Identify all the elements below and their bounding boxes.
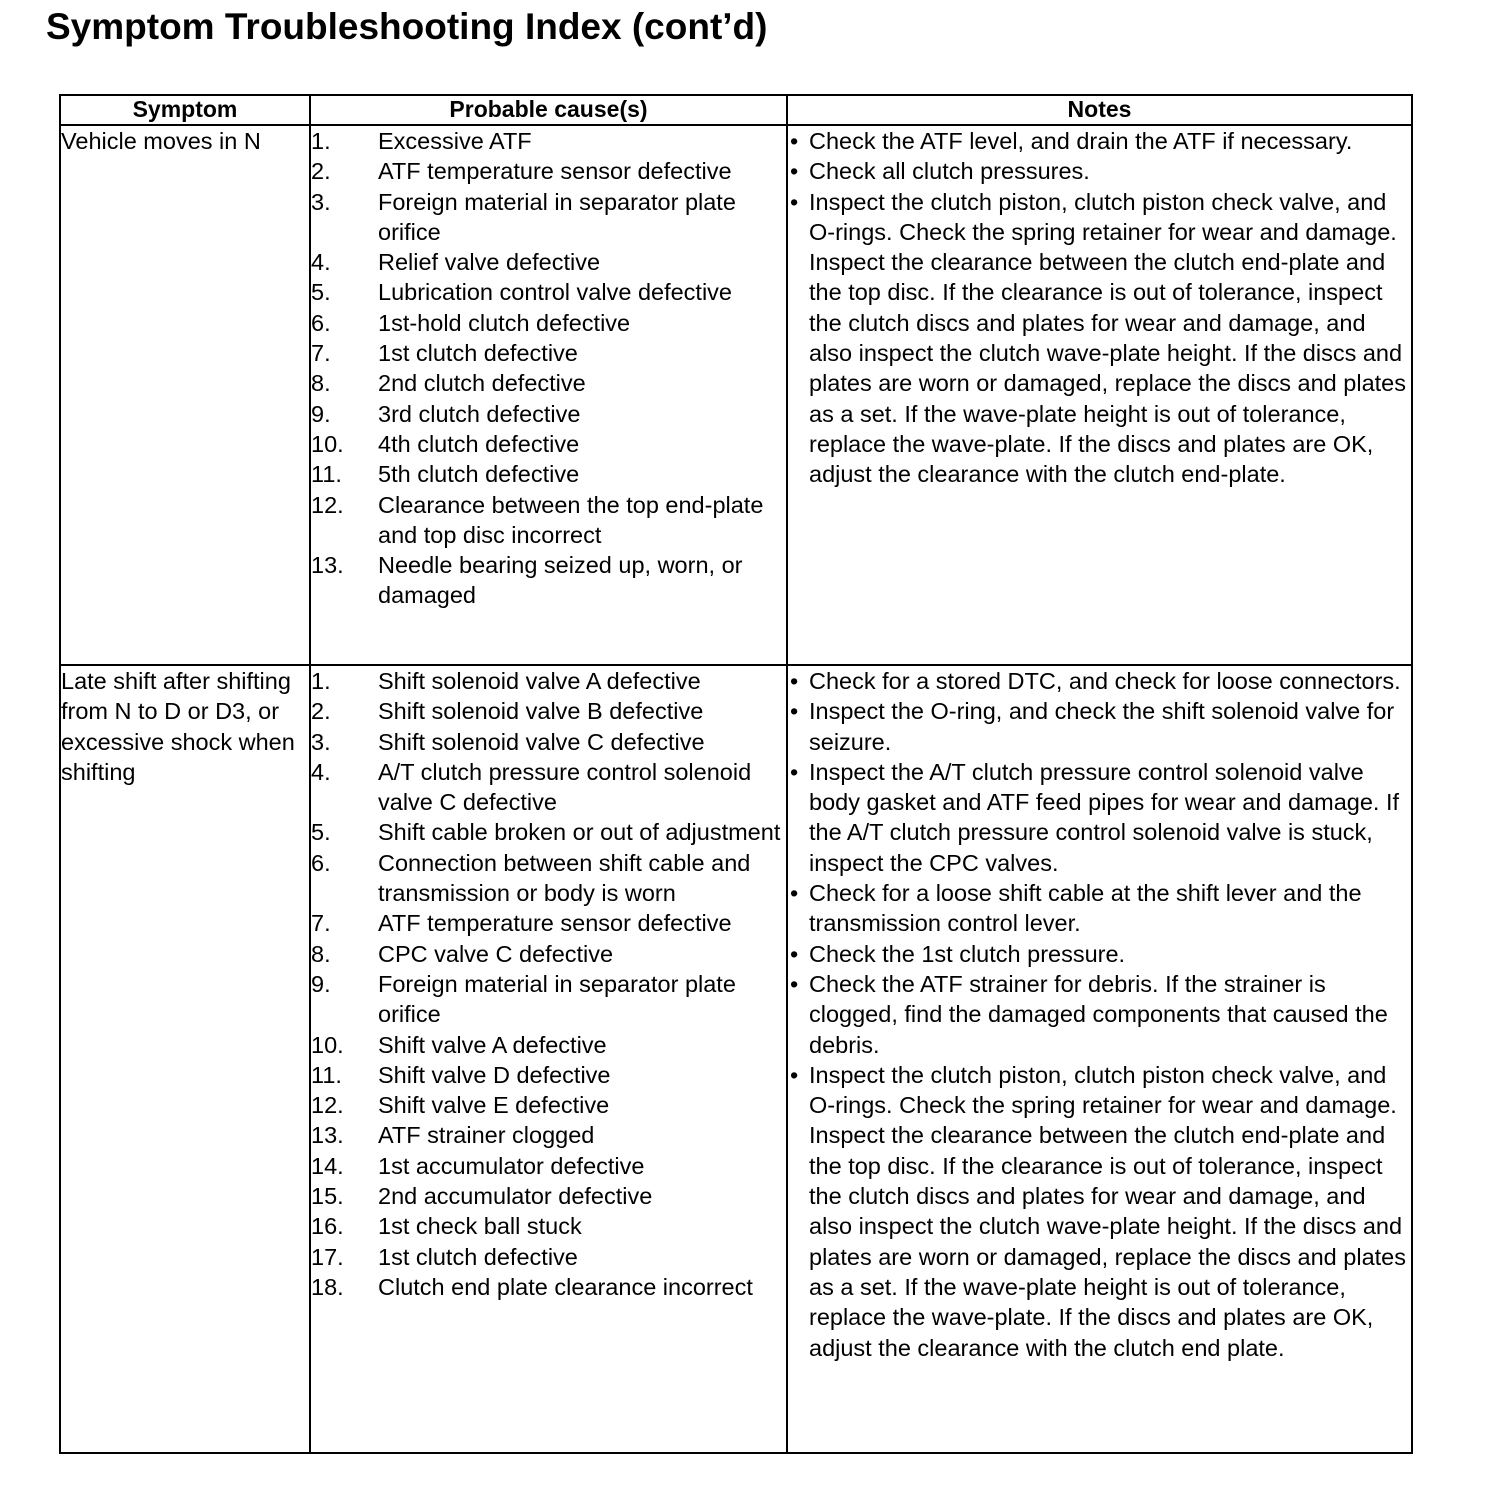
- cause-text: Lubrication control valve defective: [378, 279, 733, 306]
- cause-text: Foreign material in separator plate orifice: [378, 970, 736, 1028]
- cause-number: 10.: [311, 1031, 344, 1058]
- list-item: [311, 277, 786, 307]
- list-item: [311, 1242, 786, 1272]
- causes-cell: [310, 665, 787, 1453]
- cause-number: 1.: [311, 668, 331, 694]
- cause-text: A/T clutch pressure control solenoid valve C defective: [378, 758, 752, 816]
- table-header-row: [60, 95, 1412, 125]
- cause-number: 12.: [311, 491, 344, 518]
- list-item: [311, 429, 786, 459]
- list-item: [311, 247, 786, 277]
- list-item: [311, 368, 786, 398]
- note-text: Check the ATF level, and drain the ATF if necessary.: [809, 128, 1353, 154]
- cause-text: Shift solenoid valve C defective: [378, 728, 705, 755]
- cause-text: Foreign material in separator plate orifice: [378, 188, 736, 245]
- list-item: [788, 187, 1411, 490]
- cause-text: 3rd clutch defective: [378, 400, 581, 427]
- note-text: Check the ATF strainer for debris. If the strainer is clogged, find the damaged components that caused the debris.: [809, 970, 1388, 1058]
- list-item: [788, 696, 1411, 757]
- list-item: [311, 666, 786, 696]
- note-text: Inspect the O-ring, and check the shift solenoid valve for seizure.: [809, 698, 1395, 755]
- notes-cell: [787, 665, 1412, 1453]
- cause-number: 16.: [311, 1213, 344, 1240]
- header-symptom: Symptom: [60, 95, 310, 125]
- header-notes: Notes: [787, 95, 1412, 125]
- bullet-icon: •: [790, 698, 799, 725]
- cause-text: Excessive ATF: [378, 128, 532, 154]
- cause-number: 2.: [311, 158, 331, 185]
- cause-text: Shift solenoid valve B defective: [378, 698, 704, 725]
- note-list: [788, 666, 1411, 1363]
- bullet-icon: •: [790, 758, 799, 785]
- list-item: [311, 969, 786, 1030]
- cause-number: 11.: [311, 461, 342, 488]
- cause-number: 10.: [311, 430, 344, 457]
- note-text: Check for a loose shift cable at the shift lever and the transmission control lever.: [809, 880, 1362, 937]
- cause-number: 6.: [311, 309, 331, 336]
- list-item: [311, 490, 786, 551]
- cause-number: 1.: [311, 128, 331, 154]
- cause-number: 2.: [311, 698, 331, 725]
- list-item: [788, 939, 1411, 969]
- list-item: [311, 399, 786, 429]
- list-item: [311, 459, 786, 489]
- cause-number: 17.: [311, 1243, 344, 1270]
- cause-text: 1st clutch defective: [378, 1243, 578, 1270]
- cause-number: 12.: [311, 1092, 344, 1119]
- list-item: [788, 126, 1411, 156]
- symptom-cell: Vehicle moves in N: [60, 125, 310, 665]
- cause-text: Shift valve D defective: [378, 1061, 611, 1088]
- cause-text: 1st clutch defective: [378, 340, 578, 367]
- list-item: [311, 1120, 786, 1150]
- symptom-cell: Late shift after shifting from N to D or D3, or excessive shock when shifting: [60, 665, 310, 1453]
- cause-text: Shift valve E defective: [378, 1092, 610, 1119]
- cause-number: 9.: [311, 970, 331, 997]
- list-item: [788, 156, 1411, 186]
- troubleshooting-table: [59, 94, 1413, 1454]
- cause-number: 5.: [311, 819, 331, 846]
- bullet-icon: •: [790, 158, 799, 185]
- list-item: [311, 126, 786, 156]
- cause-text: Clearance between the top end-plate and top disc incorrect: [378, 491, 764, 548]
- list-item: [788, 757, 1411, 878]
- bullet-icon: •: [790, 668, 799, 694]
- cause-number: 3.: [311, 188, 331, 215]
- cause-text: ATF strainer clogged: [378, 1122, 595, 1149]
- page-title: Symptom Troubleshooting Index (cont’d): [46, 6, 768, 47]
- cause-text: 1st check ball stuck: [378, 1213, 582, 1240]
- list-item: [311, 308, 786, 338]
- cause-number: 3.: [311, 728, 331, 755]
- cause-text: Connection between shift cable and transmission or body is worn: [378, 849, 751, 907]
- list-item: [311, 757, 786, 818]
- cause-text: Clutch end plate clearance incorrect: [378, 1273, 753, 1300]
- list-item: [788, 969, 1411, 1060]
- list-item: [788, 666, 1411, 696]
- cause-text: 2nd clutch defective: [378, 370, 586, 397]
- table-row: [60, 665, 1412, 1453]
- list-item: [311, 1211, 786, 1241]
- cause-text: 4th clutch defective: [378, 430, 580, 457]
- cause-text: ATF temperature sensor defective: [378, 910, 732, 937]
- cause-number: 13.: [311, 1122, 344, 1149]
- note-text: Inspect the A/T clutch pressure control solenoid valve body gasket and ATF feed pipes for wear and damage. If the A/T clutch pressure control solenoid valve is stuck, inspect the CPC valves.: [809, 758, 1400, 876]
- list-item: [311, 1090, 786, 1120]
- table-row: [60, 125, 1412, 665]
- cause-number: 6.: [311, 849, 331, 876]
- cause-text: 2nd accumulator defective: [378, 1183, 653, 1210]
- bullet-icon: •: [790, 188, 799, 215]
- cause-text: Shift solenoid valve A defective: [378, 668, 701, 694]
- cause-text: 1st-hold clutch defective: [378, 309, 631, 336]
- list-item: [311, 1030, 786, 1060]
- cause-number: 4.: [311, 758, 331, 785]
- cause-number: 9.: [311, 400, 331, 427]
- cause-list: [311, 666, 786, 1302]
- cause-text: 1st accumulator defective: [378, 1152, 645, 1179]
- list-item: [311, 817, 786, 847]
- cause-number: 7.: [311, 910, 331, 937]
- cause-number: 8.: [311, 940, 331, 967]
- bullet-icon: •: [790, 970, 799, 997]
- note-list: [788, 126, 1411, 490]
- note-text: Check all clutch pressures.: [809, 158, 1090, 185]
- cause-number: 8.: [311, 370, 331, 397]
- causes-cell: [310, 125, 787, 665]
- list-item: [311, 1060, 786, 1090]
- cause-number: 7.: [311, 340, 331, 367]
- list-item: [788, 1060, 1411, 1363]
- cause-text: Needle bearing seized up, worn, or damaged: [378, 552, 743, 609]
- list-item: [311, 939, 786, 969]
- cause-number: 4.: [311, 249, 331, 276]
- list-item: [311, 156, 786, 186]
- cause-text: Shift valve A defective: [378, 1031, 607, 1058]
- cause-number: 13.: [311, 552, 344, 579]
- cause-text: 5th clutch defective: [378, 461, 580, 488]
- cause-text: ATF temperature sensor defective: [378, 158, 732, 185]
- cause-number: 18.: [311, 1273, 344, 1300]
- list-item: [311, 848, 786, 909]
- list-item: [311, 1181, 786, 1211]
- list-item: [311, 1151, 786, 1181]
- cause-number: 14.: [311, 1152, 344, 1179]
- header-probable-causes: Probable cause(s): [310, 95, 787, 125]
- list-item: [311, 550, 786, 611]
- cause-number: 15.: [311, 1183, 344, 1210]
- list-item: [311, 727, 786, 757]
- list-item: [311, 908, 786, 938]
- cause-text: Shift cable broken or out of adjustment: [378, 819, 781, 846]
- cause-list: [311, 126, 786, 611]
- note-text: Check for a stored DTC, and check for loose connectors.: [809, 668, 1401, 694]
- list-item: [311, 338, 786, 368]
- cause-number: 5.: [311, 279, 331, 306]
- bullet-icon: •: [790, 128, 799, 154]
- note-text: Inspect the clutch piston, clutch piston check valve, and O-rings. Check the spring retainer for wear and damage. Inspect the clearance between the clutch end-plate and the top disc. If the clearance is out of tolerance, inspect the clutch discs and plates for wear and damage, and also inspect the clutch wave-plate height. If the discs and plates are worn or damaged, replace the discs and plates as a set. If the wave-plate height is out of tolerance, replace the wave-plate. If the discs and plates are OK, adjust the clearance with the clutch end-plate.: [809, 188, 1406, 488]
- note-text: Check the 1st clutch pressure.: [809, 940, 1126, 967]
- cause-text: Relief valve defective: [378, 249, 601, 276]
- cause-number: 11.: [311, 1061, 342, 1088]
- note-text: Inspect the clutch piston, clutch piston check valve, and O-rings. Check the spring retainer for wear and damage. Inspect the clearance between the clutch end-plate and the top disc. If the clearance is out of tolerance, inspect the clutch discs and plates for wear and damage, and also inspect the clutch wave-plate height. If the discs and plates are worn or damaged, replace the discs and plates as a set. If the wave-plate height is out of tolerance, replace the wave-plate. If the discs and plates are OK, adjust the clearance with the clutch end plate.: [809, 1061, 1406, 1361]
- list-item: [311, 696, 786, 726]
- list-item: [311, 1272, 786, 1302]
- bullet-icon: •: [790, 1061, 799, 1088]
- list-item: [788, 878, 1411, 939]
- bullet-icon: •: [790, 880, 799, 907]
- notes-cell: [787, 125, 1412, 665]
- cause-text: CPC valve C defective: [378, 940, 614, 967]
- bullet-icon: •: [790, 940, 799, 967]
- list-item: [311, 187, 786, 248]
